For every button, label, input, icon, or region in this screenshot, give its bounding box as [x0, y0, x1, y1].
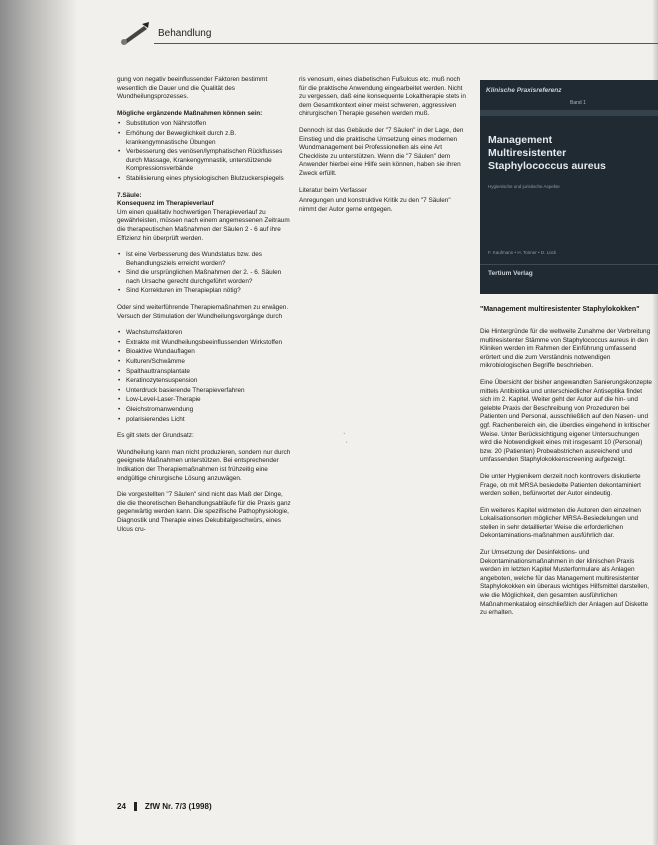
paragraph: Eine Übersicht der bisher angewandten Sanierungskonzepte mittels Antibiotika und unterschiedlicher Antiseptika findet sich im 2. Kapitel. Weiter geht der Autor auf die hin- und gelebte Praxis der Beschreibung von Prozeduren bei Patienten und Personal, ausschließlich auf den Nasen- und ggf. Rachenbereich ein, die überdies eingehend in kritischer Weise. Unter Berücksichtigung eigener Untersuchungen wird die Notwendigkeit eines mit insgesamt 10 (Personal) bzw. 20 (Patienten) Probeabstrichen ausreichend und umfassenden Staphylokokkenscreening aufgezeigt. [480, 378, 652, 464]
paragraph: Dennoch ist das Gebäude der "7 Säulen" in der Lage, den Einstieg und die praktische Umsetzung eines modernen Wundmanagement bei Professionellen als eine Art Checkliste zu unterstützen. Wenn die "7 Säulen" dem Anwender hierbei eine Hilfe sein können, haben sie ihren Zweck erfüllt. [299, 126, 464, 177]
list-item: • Extrakte mit Wundheilungsbeeinflussenden Wirkstoffen [126, 339, 293, 348]
journal-issue: Nr. 7/3 (1998) [162, 802, 212, 811]
list-item: • Erhöhung der Beweglichkeit durch z.B. krankengymnastische Übungen [126, 130, 293, 147]
list-item: • polarisierendes Licht [126, 416, 293, 425]
book-title-line: Staphylococcus aureus [488, 160, 606, 172]
list-item: • Stabilisierung eines physiologischen Blutzuckerspiegels [126, 175, 293, 184]
cover-stripe [480, 110, 658, 116]
book-subtitle: Hygienische und juristische Aspekte [488, 184, 560, 189]
book-title [488, 134, 606, 173]
book-series: Klinische Praxisreferenz [486, 87, 562, 94]
book-authors: F. Kaufmann • H. Tonner • D. Lück [488, 250, 557, 255]
list-item: • Wachstumsfaktoren [126, 329, 293, 338]
paragraph: Zur Umsetzung der Desinfektions- und Dekontaminationsmaßnahmen in der klinischen Praxis werden im letzten Kapitel Musterformulare als Anlagen angeboten, welche für das Management multiresistenter Staphylokokken ein überaus wichtiges Hilfsmittel darstellen, wie die Möglichkeit, den gesamten ausführlichen Maßnahmenkatalog einschließlich der Anlagen auf Diskette zu erhalten. [480, 549, 650, 617]
bullet-list [117, 329, 293, 424]
header-rule [154, 43, 658, 44]
paragraph: Die unter Hygienikern derzeit noch kontrovers diskutierte Frage, ob mit MRSA besiedelte Patienten dekontaminiert werden sollen, befürwortet der Autor eindeutig. [480, 472, 641, 498]
text-column-1 [117, 76, 293, 542]
section-heading: 7.Säule: [117, 191, 142, 199]
text-column-3 [480, 300, 652, 626]
page-number: 24 [117, 802, 126, 811]
brush-logo-icon [118, 22, 152, 46]
list-item: • Spalthauttransplantate [126, 368, 293, 377]
book-publisher: Tertium Verlag [488, 270, 533, 277]
cover-rule [480, 264, 658, 265]
paragraph: ris venosum, eines diabetischen Fußulcus etc. muß noch für die praktische Anwendung eingearbeitet werden. Nicht zu vergessen, daß eine konsequente Lokaltherapie stets in dem Gesamtkontext einer meist schweren, aggressiven chirurgischen Therapie gesehen werden muß. [299, 76, 466, 118]
running-head: Behandlung [158, 28, 212, 39]
footer-bar [134, 802, 137, 811]
paragraph: Literatur beim Verfasser [299, 186, 367, 194]
list-item: • Gleichstromanwendung [126, 406, 293, 415]
list-item: • Verbesserung des venösen/lymphatischen Rückflusses durch Massage, Krankengymnastik, unterstützende Kompressionsverbände [126, 148, 293, 174]
list-item: • Keratinozytensuspension [126, 377, 293, 386]
list-item: • Unterdruck basierende Therapieverfahren [126, 387, 293, 396]
text-column-2 [299, 76, 469, 222]
paragraph: Die Hintergründe für die weltweite Zunahme der Verbreitung multiresistenter Stämme von Staphylococcus aureus in den Kliniken werden im Rahmen der Einführung umfassend erörtert und die zum Verständnis notwendigen mikrobiologischen Begriffe beschrieben. [480, 328, 651, 370]
page-header [118, 28, 658, 46]
book-cover-image [480, 80, 658, 294]
paragraph: Oder sind weiterführende Therapiemaßnahmen zu erwägen. Versuch der Stimulation der Wundheilungsvorgänge durch [117, 304, 289, 320]
section-heading: Mögliche ergänzende Maßnahmen können sein: [117, 109, 263, 117]
paragraph: Um einen qualitativ hochwertigen Therapieverlauf zu gewährleisten, müssen nach einem angemessenen Zeitraum die therapeutischen Maßnahmen der Säulen 2 - 6 auf ihre Effizienz hin überprüft werden. [117, 208, 290, 242]
section-heading: Konsequenz im Therapieverlauf [117, 200, 214, 208]
book-title-line: Multiresistenter [488, 147, 567, 159]
list-item: • Substitution von Nährstoffen [126, 120, 293, 129]
page-footer [117, 802, 212, 811]
list-item: • Ist eine Verbesserung des Wundstatus bzw. des Behandlungsziels erreicht worden? [126, 251, 293, 268]
list-item: • Kulturen/Schwämme [126, 358, 293, 367]
paragraph: Es gilt stets der Grundsatz: [117, 432, 194, 440]
paragraph: Wundheilung kann man nicht produzieren, sondern nur durch geeignete Maßnahmen unterstützen. Bei entsprechender Indikation der Therapiemaßnahmen ist frühzeitig eine endgültige chirurgische Lösung anzuwägen. [117, 448, 291, 482]
list-item: • Low-Level-Laser-Therapie [126, 396, 293, 405]
book-title-line: Management [488, 134, 553, 146]
book-band: Band 1 [570, 100, 586, 106]
paragraph: Die vorgestellten "7 Säulen" sind nicht das Maß der Dinge, die die theoretischen Behandlungsabläufe für die Praxis ganz gegenwärtig werden kann. Die spezifische Pathophysiologie, Diagnostik und Therapie eines Dekubitalgeschwürs, eines Ulcus cru- [117, 491, 291, 533]
scan-marks: ˋ ˊ [343, 432, 348, 450]
journal-name: ZfW [144, 802, 161, 811]
paragraph: Anregungen und konstruktive Kritik zu den "7 Säulen" nimmt der Autor gerne entgegen. [299, 197, 451, 213]
list-item: • Bioaktive Wundauflagen [126, 348, 293, 357]
bullet-list [117, 251, 293, 296]
paragraph: gung von negativ beeinflussender Faktoren bestimmt wesentlich die Dauer und die Qualität des Wundheilungsprozesses. [117, 76, 268, 101]
list-item: • Sind die ursprünglichen Maßnahmen der 2. - 6. Säulen nach Ursache gerecht durchgeführt worden? [126, 269, 293, 286]
paragraph: Ein weiteres Kapitel widmeten die Autoren den einzelnen Lokalisationsorten möglicher MRSA-Besiedelungen und stellen in sehr detaillierter Weise die erforderlichen Dekontaminations-maßnahmen ausführlich dar. [480, 506, 641, 540]
page-edge-shadow [0, 0, 78, 845]
bullet-list [117, 120, 293, 183]
list-item: • Sind Korrekturen im Therapieplan nötig? [126, 287, 293, 296]
book-caption: "Management multiresistenter Staphylokokken" [480, 306, 640, 313]
